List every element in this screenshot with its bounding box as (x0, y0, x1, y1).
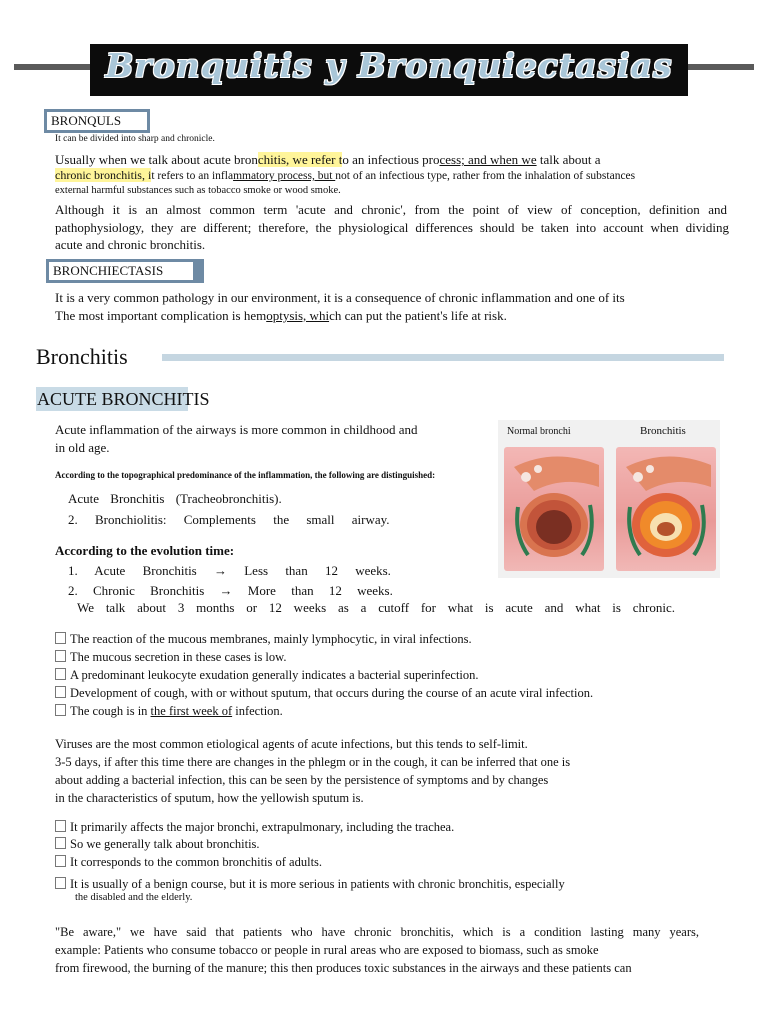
bullet-text: It primarily affects the major bronchi, extrapulmonary, including the trachea. (70, 820, 455, 834)
topo-item-1: Acute Bronchitis (Tracheobronchitis). (68, 491, 282, 506)
text-run: ch can put the patient's life at risk. (329, 308, 507, 323)
bronchi-figure (498, 420, 720, 578)
caption-bronchitis: Bronchitis (640, 425, 686, 437)
aware-line-2: example: Patients who consume tobacco or people in rural areas who are exposed to biomass, such as smoke (55, 943, 599, 957)
virus-line-1: Viruses are the most common etiological agents of acute infections, but this tends to self-limit. (55, 737, 528, 751)
bullet-item (55, 684, 593, 702)
acute-bronchitis-heading: ACUTE BRONCHITIS (37, 389, 210, 409)
bronquls-para-line-3: acute and chronic bronchitis. (55, 237, 206, 252)
text-run: t refers to an infla (151, 170, 234, 182)
checkbox-bullet-icon (55, 704, 66, 716)
underlined-text: the first week of (150, 704, 233, 718)
checkbox-bullet-icon (55, 855, 66, 867)
text-run: talk about a (536, 152, 601, 167)
evo-item-1: 1. Acute Bronchitis → Less than 12 weeks. (68, 563, 391, 578)
bullet-text: The mucous secretion in these cases is low. (70, 650, 287, 664)
bronquls-note: It can be divided into sharp and chronicle. (55, 134, 215, 144)
bullet-item (55, 835, 260, 853)
text-run: The most important complication is hem (55, 308, 267, 323)
page-title: Bronquitis y Bronquiectasias (105, 46, 673, 85)
bullet-text: A predominant leukocyte exudation generally indicates a bacterial superinfection. (70, 668, 479, 682)
section-label-bronchiectasis: BRONCHIECTASIS (46, 259, 204, 283)
bullet-text: Development of cough, with or without sputum, that occurs during the course of an acute viral infection. (70, 686, 594, 700)
bullet-item (55, 875, 565, 893)
bronquls-line-3: external harmful substances such as tobacco smoke or wood smoke. (55, 185, 341, 196)
acute-intro-line-1: Acute inflammation of the airways is more common in childhood and (55, 422, 418, 437)
checkbox-bullet-icon (55, 650, 66, 662)
section-heading-bronchitis: Bronchitis (36, 344, 128, 369)
topo-item-2: 2. Bronchiolitis: Complements the small airway. (68, 512, 390, 527)
bronquls-para-line-1: Although it is an almost common term 'acute and chronic', from the point of view of conception, definition and (55, 202, 727, 217)
text-run: Usually when we talk about acute bron (55, 152, 258, 167)
bullet-item (55, 853, 322, 871)
bullet-item (55, 702, 283, 720)
bullet-continuation: the disabled and the elderly. (75, 892, 193, 903)
aware-line-1: "Be aware," we have said that patients who have chronic bronchitis, which is a condition lasting many years, (55, 925, 699, 939)
bronchitis-drawing (616, 447, 716, 571)
bullet-text: So we generally talk about bronchitis. (70, 837, 260, 851)
bullet-item (55, 648, 287, 666)
bullet-item (55, 666, 479, 684)
virus-line-2: 3-5 days, if after this time there are changes in the phlegm or in the cough, it can be inferred that one is (55, 755, 571, 769)
checkbox-bullet-icon (55, 632, 66, 644)
bronquls-line-1 (55, 151, 601, 169)
evo-item-2: 2. Chronic Bronchitis → More than 12 weeks. (68, 583, 393, 598)
virus-line-4: in the characteristics of sputum, how the yellowish sputum is. (55, 791, 364, 805)
bullet-text: infection. (232, 704, 283, 718)
section-label-bronquls: BRONQULS (44, 109, 150, 133)
bronchiectasis-line-1: It is a very common pathology in our environment, it is a consequence of chronic inflammation and one of its (55, 290, 625, 305)
bullet-text: The cough is in (70, 704, 151, 718)
text-run: o an infectious pro (342, 152, 440, 167)
bronchiectasis-line-2 (55, 307, 507, 325)
underlined-text: optysis, whi (266, 308, 330, 323)
bullet-item (55, 630, 472, 648)
cutoff-line: We talk about 3 months or 12 weeks as a cutoff for what is acute and what is chronic. (77, 600, 675, 615)
aware-line-3: from firewood, the burning of the manure; this then produces toxic substances in the airways and these patients can (55, 961, 632, 975)
evolution-heading: According to the evolution time: (55, 543, 235, 558)
bullet-text: The reaction of the mucous membranes, mainly lymphocytic, in viral infections. (70, 632, 472, 646)
bronchitis-illustration (616, 447, 716, 571)
title-banner (90, 44, 688, 96)
checkbox-bullet-icon (55, 686, 66, 698)
acute-intro-line-2: in old age. (55, 440, 110, 455)
bronquls-para-line-2: pathophysiology, they are different; therefore, the physiological differences should be taken into account when dividing (55, 220, 729, 235)
checkbox-bullet-icon (55, 877, 66, 889)
normal-bronchi-illustration (504, 447, 604, 571)
topographical-heading: According to the topographical predominance of the inflammation, the following are distinguished: (55, 470, 436, 480)
checkbox-bullet-icon (55, 820, 66, 832)
text-run: not of an infectious type, rather from the inhalation of substances (335, 170, 636, 182)
bronquls-line-2 (55, 168, 635, 184)
virus-line-3: about adding a bacterial infection, this can be seen by the persistence of symptoms and by changes (55, 773, 549, 787)
underlined-text: mmatory process, but (233, 170, 336, 182)
highlighted-text: chitis, we refer t (257, 152, 343, 167)
highlighted-text: chronic bronchitis, i (55, 168, 152, 182)
bullet-text: It is usually of a benign course, but it is more serious in patients with chronic bronchitis, especially (70, 877, 565, 891)
normal-bronchi-drawing (504, 447, 604, 571)
checkbox-bullet-icon (55, 668, 66, 680)
checkbox-bullet-icon (55, 837, 66, 849)
heading-rule (162, 354, 724, 361)
bullet-item (55, 818, 454, 836)
bullet-text: It corresponds to the common bronchitis of adults. (70, 855, 323, 869)
underlined-text: cess; and when we (439, 152, 537, 167)
caption-normal-bronchi: Normal bronchi (507, 426, 571, 437)
